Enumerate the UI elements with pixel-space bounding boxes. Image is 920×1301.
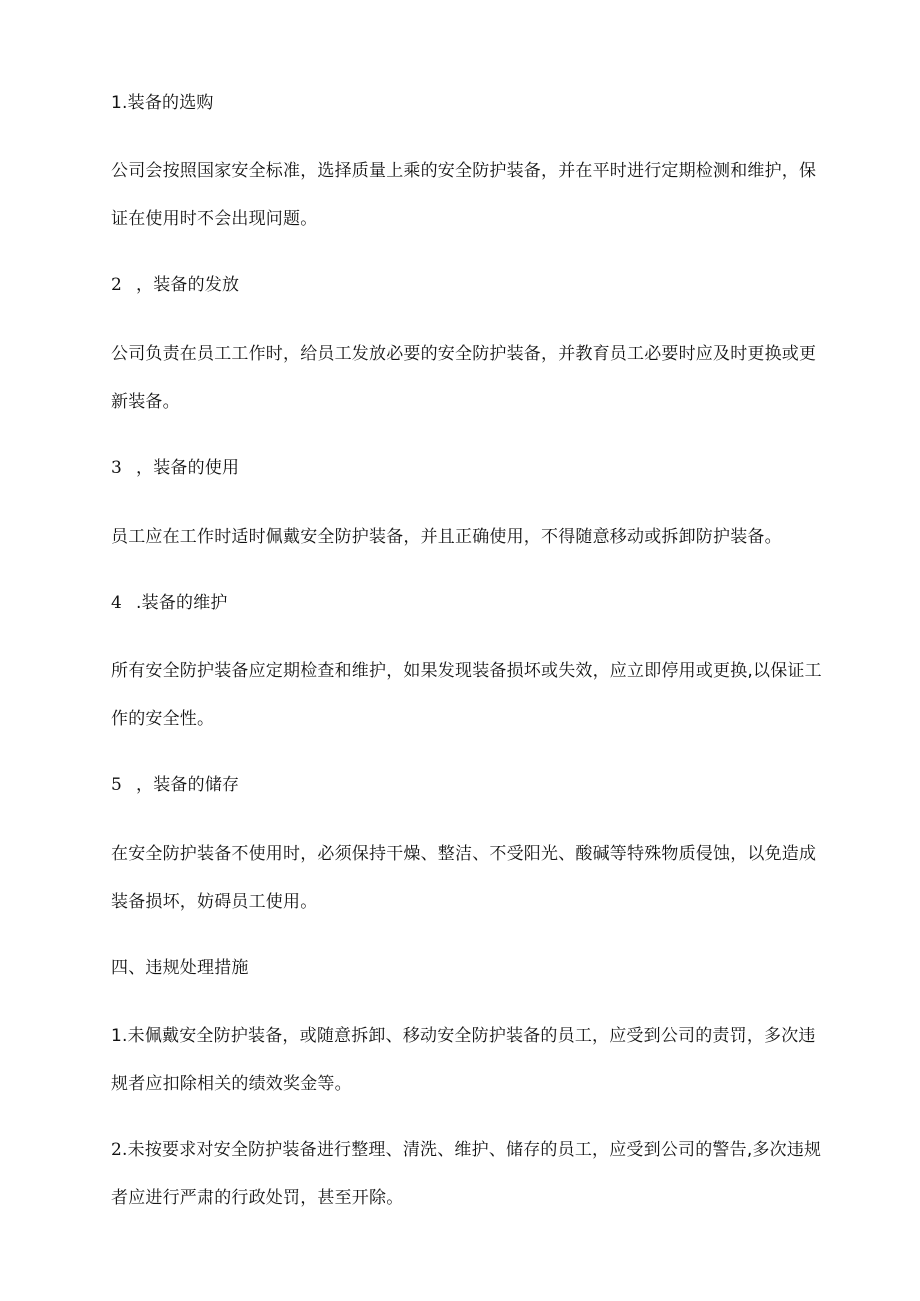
- heading-equipment-storage: [111, 774, 811, 796]
- paragraph-maintenance-line-2: 作的安全性。: [111, 709, 215, 729]
- heading-number: 5: [111, 775, 123, 795]
- heading-equipment-purchase: 1.装备的选购: [111, 93, 214, 113]
- paragraph-issuance-line-1: 公司负责在员工工作时，给员工发放必要的安全防护装备，并教育员工必要时应及时更换或更: [111, 344, 817, 364]
- section-heading-violations: 四、违规处理措施: [111, 958, 249, 978]
- paragraph-maintenance-line-1: 所有安全防护装备应定期检查和维护，如果发现装备损坏或失效，应立即停用或更换,以保证工: [111, 661, 822, 681]
- paragraph-purchase-line-2: 证在使用时不会出现问题。: [111, 209, 318, 229]
- paragraph-purchase-line-1: 公司会按照国家安全标准，选择质量上乘的安全防护装备，并在平时进行定期检测和维护，保: [111, 161, 817, 181]
- rule-number: 2.: [111, 1140, 128, 1160]
- heading-number: 2: [111, 275, 123, 295]
- heading-equipment-use: [111, 457, 811, 479]
- rule-2-line-2: 者应进行严肃的行政处罚，甚至开除。: [111, 1188, 404, 1208]
- paragraph-storage-line-1: 在安全防护装备不使用时，必须保持干燥、整洁、不受阳光、酸碱等特殊物质侵蚀，以免造成: [111, 844, 817, 864]
- heading-number: 3: [111, 458, 123, 478]
- heading-text: ，装备的储存: [136, 775, 240, 795]
- heading-number: 4: [111, 593, 123, 613]
- heading-text: ，装备的发放: [136, 275, 240, 295]
- rule-1-line-1: 1.未佩戴安全防护装备，或随意拆卸、移动安全防护装备的员工，应受到公司的责罚，多次违: [111, 1026, 816, 1046]
- rule-1-line-2: 规者应扣除相关的绩效奖金等。: [111, 1074, 352, 1094]
- paragraph-use-line-1: 员工应在工作时适时佩戴安全防护装备，并且正确使用，不得随意移动或拆卸防护装备。: [111, 527, 782, 547]
- rule-text: 未按要求对安全防护装备进行整理、清洗、维护、储存的员工，应受到公司的警告,多次违规: [127, 1140, 822, 1160]
- heading-equipment-issuance: [111, 274, 811, 296]
- heading-text: ，装备的使用: [136, 458, 240, 478]
- heading-text: .装备的维护: [136, 593, 228, 613]
- rule-2-line-1: [111, 1139, 822, 1161]
- paragraph-issuance-line-2: 新装备。: [111, 392, 180, 412]
- paragraph-storage-line-2: 装备损坏，妨碍员工使用。: [111, 892, 318, 912]
- heading-equipment-maintenance: [111, 592, 811, 614]
